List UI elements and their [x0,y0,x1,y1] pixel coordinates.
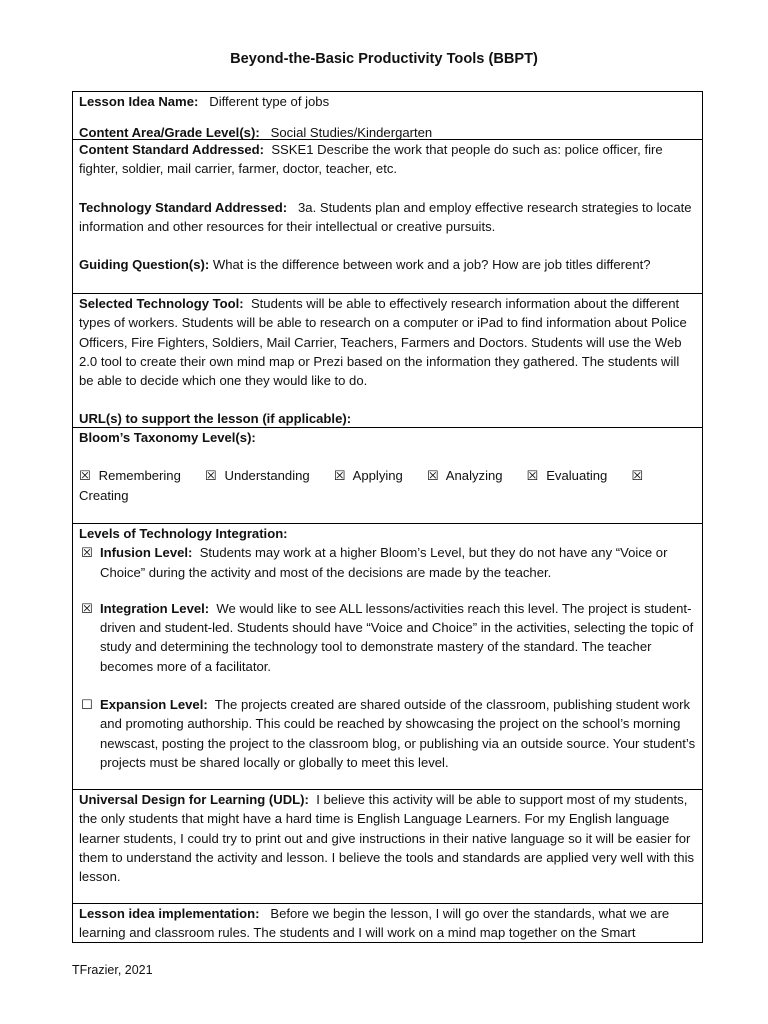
blooms-option-analyzing[interactable] [427,466,503,485]
infusion-level [79,543,696,582]
lesson-info-row [73,92,702,143]
lesson-idea-line [79,92,696,111]
technology-tool-row [73,294,702,429]
udl-row [73,790,702,886]
checked-box-icon[interactable]: ☒ [81,600,93,616]
integration-label: Levels of Technology Integration: [79,526,288,541]
lesson-idea-value: Different type of jobs [209,94,330,109]
technology-standard-label: Technology Standard Addressed: [79,199,288,215]
content-area-label: Content Area/Grade Level(s): [79,125,260,141]
expansion-level [79,695,696,772]
standards-row [73,140,702,274]
lesson-plan-table [72,91,703,943]
integration-row [73,524,702,772]
implementation-label: Lesson idea implementation: [79,906,260,921]
lesson-idea-label: Lesson Idea Name: [79,94,199,109]
checked-box-icon: ☒ [333,468,346,484]
blooms-option-label: Analyzing [445,468,503,484]
blooms-options [79,466,696,505]
content-standard-paragraph [79,140,696,179]
blooms-option-evaluating[interactable] [527,466,608,485]
technology-standard-value: 3a. Students plan and employ effective research strategies to locate information and other resources for their intellectual or creative pursuits. [79,199,692,234]
checked-box-icon[interactable]: ☒ [81,545,93,561]
integration-level-text: We would like to see ALL lessons/activities reach this level. The project is student-driven and student-led. Students should have “Voice and Choice” in the activities, selecting the topic of study and determining the technology tool to demonstrate mastery of the standard. The teacher becomes more of a facilitator. [100,600,694,674]
guiding-questions-paragraph [79,255,696,274]
selected-tool-value: Students will be able to effectively research information about the different types of workers. Students will be able to research on a computer or iPad to find information about Police Officers, Fire Fighters, Soldiers, Mail Carrier, Teachers, Farmers and Doctors. Students will use the Web 2.0 tool to create their own mind map or Prezi based on the information they gathered. The students will be able to decide which one they would like to do. [79,296,687,389]
blooms-heading [79,428,696,447]
selected-tool-label: Selected Technology Tool: [79,296,244,311]
blooms-option-creating[interactable]: Creating [79,487,129,503]
unchecked-box-icon[interactable]: ☐ [81,697,93,713]
infusion-level-text: Students may work at a higher Bloom’s Level, but they do not have any “Voice or Choice” during the activity and most of the decisions are made by the teacher. [100,545,668,580]
document-title: Beyond-the-Basic Productivity Tools (BBPT) [230,51,538,67]
integration-level-label: Integration Level: [100,600,210,616]
guiding-questions-label: Guiding Question(s): [79,257,210,273]
implementation-paragraph [79,904,696,943]
expansion-level-text: The projects created are shared outside of the classroom, publishing student work and promoting authorship. This could be reached by showcasing the project on the school’s morning newscast, posting the project to the classroom blog, or publishing via an outside source. Your student’s projects must be shared locally or globally to meet this level. [100,697,696,770]
blooms-option-label: Understanding [224,468,310,484]
blooms-option-applying[interactable] [334,466,403,485]
infusion-level-label: Infusion Level: [100,545,193,561]
checked-box-icon: ☒ [204,468,217,484]
content-area-value: Social Studies/Kindergarten [270,125,433,141]
content-standard-label: Content Standard Addressed: [79,142,265,157]
selected-tool-paragraph [79,294,696,390]
blooms-option-label: Evaluating [546,468,608,484]
udl-paragraph [79,790,696,886]
integration-heading [79,524,696,543]
checked-box-icon: ☒ [426,468,439,484]
checked-box-icon[interactable]: ☒ [631,468,644,484]
integration-level [79,599,696,676]
implementation-row [73,904,702,943]
blooms-option-label: Applying [352,468,403,484]
blooms-option-remembering[interactable] [79,466,181,485]
urls-paragraph [79,409,696,428]
guiding-questions-value: What is the difference between work and a job? How are job titles different? [212,257,651,273]
urls-label: URL(s) to support the lesson (if applicable): [79,411,352,427]
blooms-option-understanding[interactable] [205,466,310,485]
udl-value: I believe this activity will be able to support most of my students, the only students that might have a hard time is English Language Learners. For my English language learner students, I could try to print out and give instructions in their native language so it will be easier for them to understand the activity and lesson. I believe the tools and standards are applied very well with this lesson. [79,792,695,885]
expansion-level-label: Expansion Level: [100,697,208,713]
technology-standard-paragraph [79,198,696,237]
blooms-row [73,428,702,505]
content-standard-value: SSKE1 Describe the work that people do such as: police officer, fire fighter, soldier, mail carrier, farmer, doctor, teacher, etc. [79,142,663,177]
checked-box-icon: ☒ [79,468,91,484]
blooms-option-label: Remembering [98,468,181,484]
udl-label: Universal Design for Learning (UDL): [79,792,309,807]
implementation-value: Before we begin the lesson, I will go over the standards, what we are learning and classroom rules. The students and I will work on a mind map together on the Smart [79,906,670,941]
blooms-label: Bloom’s Taxonomy Level(s): [79,430,256,445]
checked-box-icon: ☒ [526,468,539,484]
footer-credit: TFrazier, 2021 [72,963,153,977]
